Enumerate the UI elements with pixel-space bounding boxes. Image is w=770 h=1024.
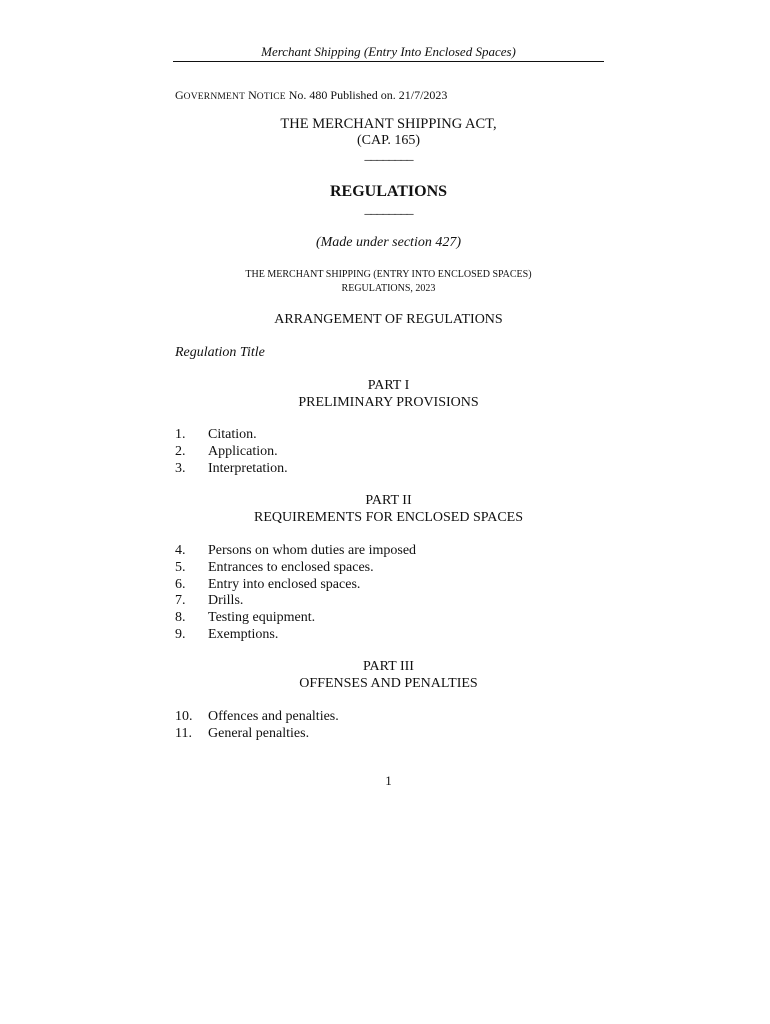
long-title-line2: REGULATIONS, 2023	[341, 283, 436, 294]
regulation-number: 5.	[175, 559, 186, 575]
regulation-number: 11.	[175, 725, 192, 741]
regulation-number: 1.	[175, 427, 186, 442]
regulation-number: 7.	[175, 593, 186, 609]
running-header: Merchant Shipping (Entry Into Enclosed Spaces)	[173, 44, 604, 62]
notice-g: G	[175, 88, 184, 102]
act-title: THE MERCHANT SHIPPING ACT,	[280, 116, 497, 132]
long-title-line1: THE MERCHANT SHIPPING (ENTRY INTO ENCLOSED SPACES)	[245, 269, 532, 280]
regulation-title: Entrances to enclosed spaces.	[208, 559, 374, 575]
part-heading: REQUIREMENTS FOR ENCLOSED SPACES	[253, 510, 524, 525]
regulation-number: 4.	[175, 543, 186, 558]
regulation-title: General penalties.	[208, 725, 310, 741]
part-label: PART III	[363, 659, 414, 674]
divider-line: ________	[364, 148, 413, 163]
regulation-title: Testing equipment.	[208, 610, 316, 626]
regulation-number: 2.	[175, 443, 186, 459]
regulation-title-label: Regulation Title	[175, 345, 265, 360]
regulation-title: Citation.	[208, 427, 257, 442]
notice-overnment: OVERNMENT	[183, 92, 246, 102]
notice-n: N	[245, 88, 257, 102]
page-number: 1	[385, 773, 392, 788]
regulation-title: Application.	[208, 443, 278, 459]
regulation-title: Exemptions.	[208, 626, 279, 642]
regulation-number: 9.	[175, 626, 186, 642]
government-notice	[175, 88, 447, 103]
notice-details: No. 480 Published on. 21/7/2023	[285, 88, 448, 102]
divider-line: ________	[364, 202, 413, 217]
act-chapter: (CAP. 165)	[356, 133, 420, 148]
regulation-number: 6.	[175, 576, 186, 592]
made-under-section: (Made under section 427)	[315, 235, 462, 250]
arrangement-heading: ARRANGEMENT OF REGULATIONS	[274, 312, 503, 327]
regulation-title: Persons on whom duties are imposed	[208, 543, 417, 558]
regulation-title: Entry into enclosed spaces.	[208, 576, 361, 592]
notice-otice: OTICE	[256, 92, 286, 102]
part-label: PART I	[367, 378, 410, 393]
part-heading: PRELIMINARY PROVISIONS	[298, 395, 479, 410]
part-label: PART II	[365, 493, 412, 508]
regulation-title: Interpretation.	[208, 460, 288, 476]
regulation-number: 3.	[175, 460, 186, 476]
regulations-heading: REGULATIONS	[329, 183, 448, 200]
part-heading: OFFENSES AND PENALTIES	[299, 676, 478, 691]
regulation-number: 8.	[175, 610, 186, 626]
regulation-title: Offences and penalties.	[208, 709, 339, 724]
regulation-number: 10.	[175, 709, 193, 724]
regulation-title: Drills.	[208, 593, 244, 609]
